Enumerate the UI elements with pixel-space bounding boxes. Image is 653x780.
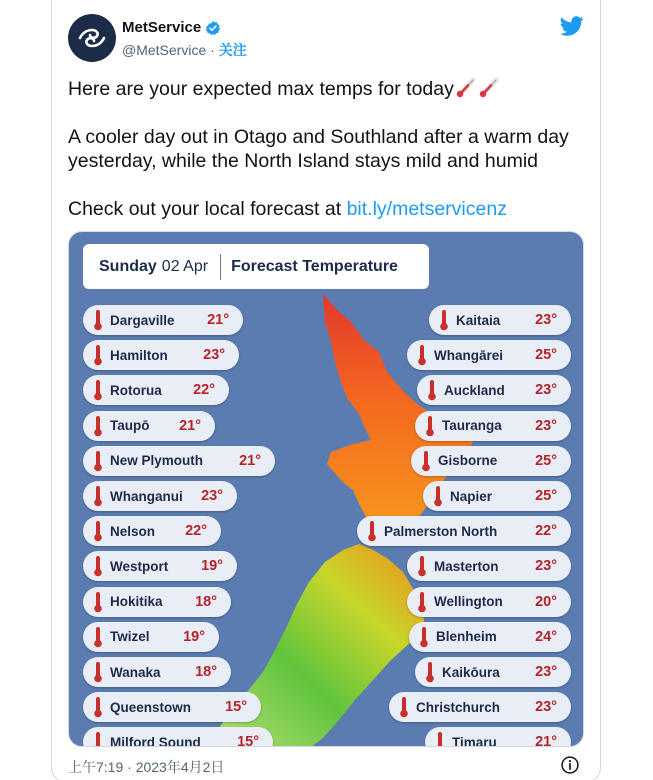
handle-line bbox=[122, 40, 247, 60]
twitter-bird-icon[interactable] bbox=[560, 14, 584, 38]
city-pill-right bbox=[389, 692, 571, 722]
city-pill-left bbox=[83, 551, 237, 581]
thermometer-icon bbox=[93, 415, 103, 437]
city-pill-right bbox=[357, 516, 571, 546]
city-temp: 23° bbox=[535, 312, 557, 328]
city-pill-left bbox=[83, 305, 243, 335]
thermometer-icon bbox=[93, 450, 103, 472]
tweet-line-3-prefix: Check out your local forecast at bbox=[68, 198, 347, 220]
city-temp: 21° bbox=[207, 312, 229, 328]
city-temp: 23° bbox=[201, 488, 223, 504]
city-name: Hamilton bbox=[110, 347, 168, 363]
city-temp: 19° bbox=[201, 558, 223, 575]
forecast-title-box bbox=[83, 244, 429, 289]
forecast-date: 02 Apr bbox=[161, 257, 209, 275]
tweet-line-3 bbox=[68, 197, 588, 221]
city-name: Whanganui bbox=[110, 488, 183, 504]
thermometer-icon bbox=[427, 379, 437, 401]
thermometer-icon bbox=[417, 591, 427, 613]
thermometer-icon bbox=[478, 76, 500, 98]
city-name: Nelson bbox=[110, 523, 156, 539]
city-name: New Plymouth bbox=[110, 453, 204, 469]
city-temp: 24° bbox=[535, 628, 557, 645]
city-temp: 21° bbox=[179, 417, 201, 434]
follow-button[interactable]: 关注 bbox=[218, 42, 247, 58]
forecast-title: Forecast Temperature bbox=[231, 257, 398, 275]
city-pill-left bbox=[83, 411, 215, 441]
city-temp: 19° bbox=[183, 628, 205, 645]
tweet-text bbox=[68, 76, 588, 221]
thermometer-icon bbox=[93, 591, 103, 613]
city-temp: 18° bbox=[195, 593, 217, 610]
city-temp: 21° bbox=[239, 452, 261, 469]
city-pill-left bbox=[83, 587, 231, 617]
city-temp: 23° bbox=[535, 417, 557, 434]
thermometer-icon bbox=[93, 309, 103, 331]
city-name: Taupō bbox=[110, 418, 150, 434]
city-name: Blenheim bbox=[436, 629, 497, 645]
city-name: Rotorua bbox=[110, 382, 162, 398]
city-pill-right bbox=[415, 657, 571, 687]
city-name: Westport bbox=[110, 558, 169, 574]
city-temp: 18° bbox=[195, 664, 217, 680]
city-pill-right bbox=[423, 481, 571, 511]
city-pill-left bbox=[83, 481, 237, 511]
account-name-label: MetService bbox=[122, 19, 202, 36]
city-pill-right bbox=[407, 340, 571, 370]
city-pill-left bbox=[83, 340, 239, 370]
city-name: Whangārei bbox=[434, 347, 504, 363]
metservice-logo-icon bbox=[75, 21, 109, 55]
thermometer-icon bbox=[417, 555, 427, 577]
city-pill-left bbox=[83, 727, 273, 747]
city-name: Gisborne bbox=[438, 453, 498, 469]
city-name: Dargaville bbox=[110, 312, 175, 328]
city-pill-left bbox=[83, 622, 219, 652]
city-pill-left bbox=[83, 657, 231, 687]
tweet-card bbox=[51, 0, 601, 780]
city-temp: 23° bbox=[203, 347, 225, 364]
thermometer-icon bbox=[433, 485, 443, 507]
thermometer-icon bbox=[93, 520, 103, 542]
forecast-day: Sunday bbox=[99, 257, 157, 275]
forecast-link[interactable]: bit.ly/metservicenz bbox=[346, 198, 507, 220]
city-temp: 25° bbox=[535, 452, 557, 469]
city-temp: 22° bbox=[535, 523, 557, 540]
city-temp: 23° bbox=[535, 382, 557, 399]
city-temp: 23° bbox=[535, 699, 557, 716]
thermometer-icon bbox=[93, 485, 103, 507]
thermometer-icon bbox=[425, 415, 435, 437]
city-temp: 20° bbox=[535, 593, 557, 610]
city-name: Timaru bbox=[452, 734, 497, 747]
city-name: Auckland bbox=[444, 382, 505, 398]
thermometer-icon bbox=[93, 661, 103, 683]
thermometer-icon bbox=[93, 731, 103, 747]
info-icon[interactable] bbox=[560, 755, 580, 775]
city-pill-right bbox=[407, 551, 571, 581]
city-name: Twizel bbox=[110, 629, 150, 645]
thermometer-icon bbox=[419, 626, 429, 648]
thermometer-icon bbox=[93, 379, 103, 401]
city-name: Hokitika bbox=[110, 594, 163, 610]
city-name: Tauranga bbox=[442, 418, 502, 434]
tweet-line-2: A cooler day out in Otago and Southland after a warm day yesterday, while the North Island stays mild and humid bbox=[68, 126, 569, 172]
city-pill-right bbox=[417, 375, 571, 405]
city-name: Christchurch bbox=[416, 699, 501, 715]
tweet-timestamp[interactable]: 上午7:19 · 2023年4月2日 bbox=[68, 759, 225, 775]
thermometer-icon bbox=[435, 731, 445, 747]
city-temp: 15° bbox=[225, 699, 247, 716]
city-temp: 22° bbox=[185, 523, 207, 540]
thermometer-icon bbox=[399, 696, 409, 718]
thermometer-icon bbox=[93, 344, 103, 366]
city-name: Palmerston North bbox=[384, 523, 498, 539]
city-pill-left bbox=[83, 516, 221, 546]
city-name: Wellington bbox=[434, 594, 503, 610]
city-name: Masterton bbox=[434, 558, 499, 574]
city-pill-left bbox=[83, 692, 261, 722]
city-pill-left bbox=[83, 446, 275, 476]
thermometer-icon bbox=[421, 450, 431, 472]
thermometer-icon bbox=[93, 696, 103, 718]
avatar[interactable] bbox=[68, 14, 116, 62]
thermometer-icon bbox=[439, 309, 449, 331]
city-temp: 23° bbox=[535, 664, 557, 680]
city-name: Kaitaia bbox=[456, 312, 501, 328]
city-pill-left bbox=[83, 375, 229, 405]
title-divider bbox=[220, 254, 221, 280]
tweet-line-1-text: Here are your expected max temps for today bbox=[68, 78, 454, 100]
city-pill-right bbox=[425, 727, 571, 747]
verified-badge-icon bbox=[205, 20, 221, 36]
city-name: Queenstown bbox=[110, 699, 192, 715]
city-pill-right bbox=[407, 587, 571, 617]
city-temp: 22° bbox=[193, 382, 215, 399]
city-pill-right bbox=[409, 622, 571, 652]
city-pill-right bbox=[411, 446, 571, 476]
city-temp: 25° bbox=[535, 347, 557, 364]
city-pill-right bbox=[415, 411, 571, 441]
city-temp: 21° bbox=[535, 734, 557, 747]
city-temp: 23° bbox=[535, 558, 557, 575]
tweet-line-1 bbox=[68, 76, 588, 101]
city-temp: 15° bbox=[237, 734, 259, 747]
account-handle[interactable]: @MetService bbox=[122, 42, 207, 58]
thermometer-icon bbox=[367, 520, 377, 542]
thermometer-icon bbox=[456, 76, 476, 98]
forecast-image[interactable] bbox=[68, 231, 584, 747]
account-name[interactable] bbox=[122, 19, 221, 36]
city-name: Wanaka bbox=[110, 664, 161, 680]
handle-separator: · bbox=[210, 42, 215, 58]
city-temp: 25° bbox=[535, 488, 557, 504]
city-name: Napier bbox=[450, 488, 493, 504]
thermometer-icon bbox=[425, 661, 435, 683]
thermometer-icon bbox=[417, 344, 427, 366]
city-name: Kaikōura bbox=[442, 664, 500, 680]
city-pill-right bbox=[429, 305, 571, 335]
city-name: Milford Sound bbox=[110, 734, 201, 747]
thermometer-icon bbox=[93, 626, 103, 648]
thermometer-icon bbox=[93, 555, 103, 577]
